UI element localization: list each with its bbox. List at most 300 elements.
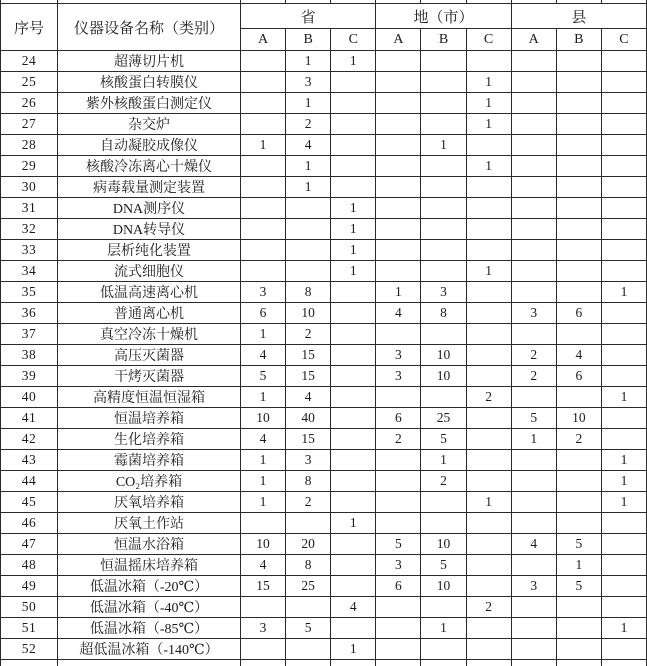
row-number-cell: 26: [1, 93, 58, 114]
value-cell: [556, 513, 601, 534]
row-number-cell: 27: [1, 114, 58, 135]
value-cell: [421, 114, 466, 135]
equipment-name-cell: 自动凝胶成像仪: [58, 135, 241, 156]
value-cell: [601, 240, 646, 261]
value-cell: [466, 450, 511, 471]
equipment-name-cell: CO₂培养箱: [58, 471, 241, 492]
value-cell: [241, 72, 286, 93]
value-cell: [556, 240, 601, 261]
value-cell: [466, 366, 511, 387]
row-number-cell: 40: [1, 387, 58, 408]
value-cell: [286, 261, 331, 282]
value-cell: 10: [421, 366, 466, 387]
value-cell: 6: [241, 303, 286, 324]
row-number-cell: 46: [1, 513, 58, 534]
value-cell: [601, 555, 646, 576]
value-cell: [421, 198, 466, 219]
header-province-c: C: [331, 29, 376, 51]
row-number-cell: 33: [1, 240, 58, 261]
row-number-cell: 47: [1, 534, 58, 555]
value-cell: 10: [421, 576, 466, 597]
value-cell: 40: [286, 408, 331, 429]
value-cell: 15: [286, 429, 331, 450]
value-cell: 4: [241, 555, 286, 576]
header-group-city: 地（市）: [376, 4, 511, 29]
value-cell: [511, 177, 556, 198]
value-cell: [601, 198, 646, 219]
value-cell: 25: [286, 576, 331, 597]
row-number-cell: 43: [1, 450, 58, 471]
value-cell: 1: [286, 177, 331, 198]
value-cell: 8: [286, 282, 331, 303]
value-cell: 4: [286, 387, 331, 408]
value-cell: 1: [511, 429, 556, 450]
value-cell: [376, 324, 421, 345]
value-cell: [601, 597, 646, 618]
cropped-cell: [421, 660, 466, 666]
value-cell: [376, 219, 421, 240]
value-cell: 2: [286, 324, 331, 345]
value-cell: 3: [511, 576, 556, 597]
equipment-name-cell: 普通离心机: [58, 303, 241, 324]
value-cell: [601, 345, 646, 366]
equipment-name-cell: 病毒载量测定装置: [58, 177, 241, 198]
row-number-cell: 34: [1, 261, 58, 282]
value-cell: [601, 576, 646, 597]
value-cell: 10: [421, 534, 466, 555]
value-cell: 15: [286, 366, 331, 387]
value-cell: [556, 387, 601, 408]
value-cell: [286, 240, 331, 261]
row-number-cell: 36: [1, 303, 58, 324]
equipment-name-cell: 生化培养箱: [58, 429, 241, 450]
value-cell: [331, 93, 376, 114]
value-cell: [376, 597, 421, 618]
value-cell: 25: [421, 408, 466, 429]
value-cell: 10: [421, 345, 466, 366]
value-cell: 1: [376, 282, 421, 303]
value-cell: [421, 492, 466, 513]
header-county-c: C: [601, 29, 646, 51]
value-cell: 6: [556, 303, 601, 324]
row-number-cell: 48: [1, 555, 58, 576]
equipment-name-cell: 低温高速离心机: [58, 282, 241, 303]
header-city-a: A: [376, 29, 421, 51]
value-cell: [556, 324, 601, 345]
value-cell: [376, 618, 421, 639]
value-cell: 5: [241, 366, 286, 387]
value-cell: [601, 261, 646, 282]
value-cell: 1: [601, 492, 646, 513]
table-row: [1, 156, 647, 177]
row-number-cell: 30: [1, 177, 58, 198]
table-row: [1, 198, 647, 219]
value-cell: [556, 639, 601, 660]
equipment-name-cell: 高精度恒温恒湿箱: [58, 387, 241, 408]
value-cell: [421, 597, 466, 618]
cropped-cell: [1, 660, 58, 666]
value-cell: [421, 639, 466, 660]
equipment-name-cell: 层析纯化装置: [58, 240, 241, 261]
value-cell: [601, 534, 646, 555]
value-cell: 3: [376, 366, 421, 387]
value-cell: 1: [601, 282, 646, 303]
equipment-name-cell: 霉菌培养箱: [58, 450, 241, 471]
value-cell: [421, 93, 466, 114]
equipment-name-cell: 低温冰箱（-40℃）: [58, 597, 241, 618]
value-cell: 8: [286, 555, 331, 576]
value-cell: 2: [376, 429, 421, 450]
value-cell: 1: [331, 261, 376, 282]
value-cell: [376, 639, 421, 660]
value-cell: 4: [241, 429, 286, 450]
cropped-cell: [601, 660, 646, 666]
value-cell: 8: [286, 471, 331, 492]
value-cell: [331, 534, 376, 555]
value-cell: 5: [511, 408, 556, 429]
value-cell: [601, 156, 646, 177]
value-cell: [511, 324, 556, 345]
value-cell: 3: [376, 555, 421, 576]
value-cell: 1: [556, 555, 601, 576]
value-cell: 1: [241, 135, 286, 156]
row-number-cell: 28: [1, 135, 58, 156]
value-cell: [421, 324, 466, 345]
value-cell: [466, 639, 511, 660]
value-cell: [556, 177, 601, 198]
value-cell: [331, 72, 376, 93]
value-cell: [466, 240, 511, 261]
value-cell: 1: [601, 471, 646, 492]
table-row: [1, 387, 647, 408]
equipment-name-cell: 超低温冰箱（-140℃）: [58, 639, 241, 660]
value-cell: [376, 135, 421, 156]
value-cell: [241, 114, 286, 135]
header-province-b: B: [286, 29, 331, 51]
value-cell: 1: [241, 492, 286, 513]
header-province-a: A: [241, 29, 286, 51]
table-row: [1, 597, 647, 618]
value-cell: [466, 513, 511, 534]
value-cell: [331, 303, 376, 324]
table-row: [1, 261, 647, 282]
equipment-name-cell: 厌氧培养箱: [58, 492, 241, 513]
table-row: [1, 513, 647, 534]
value-cell: 5: [421, 555, 466, 576]
value-cell: 3: [241, 618, 286, 639]
value-cell: 2: [511, 345, 556, 366]
value-cell: [331, 408, 376, 429]
value-cell: [331, 471, 376, 492]
value-cell: 1: [241, 471, 286, 492]
value-cell: [601, 51, 646, 72]
value-cell: [601, 303, 646, 324]
value-cell: [376, 450, 421, 471]
value-cell: [556, 492, 601, 513]
equipment-name-cell: 干烤灭菌器: [58, 366, 241, 387]
table-row: [1, 240, 647, 261]
value-cell: [511, 471, 556, 492]
value-cell: [466, 555, 511, 576]
value-cell: [331, 450, 376, 471]
value-cell: 1: [331, 198, 376, 219]
table-row: [1, 51, 647, 72]
value-cell: 3: [511, 303, 556, 324]
table-row: [1, 282, 647, 303]
value-cell: [466, 429, 511, 450]
value-cell: [511, 555, 556, 576]
equipment-name-cell: 真空冷冻十燥机: [58, 324, 241, 345]
value-cell: [241, 219, 286, 240]
value-cell: [601, 639, 646, 660]
value-cell: [286, 513, 331, 534]
value-cell: 1: [466, 72, 511, 93]
value-cell: [556, 618, 601, 639]
cropped-cell: [286, 660, 331, 666]
value-cell: [466, 135, 511, 156]
value-cell: 1: [601, 450, 646, 471]
cropped-cell: [466, 660, 511, 666]
row-number-cell: 41: [1, 408, 58, 429]
value-cell: 1: [241, 450, 286, 471]
value-cell: [466, 471, 511, 492]
value-cell: [511, 198, 556, 219]
value-cell: 1: [466, 114, 511, 135]
value-cell: [601, 513, 646, 534]
value-cell: [331, 366, 376, 387]
row-number-cell: 37: [1, 324, 58, 345]
value-cell: 2: [286, 492, 331, 513]
cropped-cell: [376, 660, 421, 666]
table-row: [1, 534, 647, 555]
value-cell: [601, 93, 646, 114]
row-number-cell: 50: [1, 597, 58, 618]
value-cell: [556, 156, 601, 177]
table-row: [1, 639, 647, 660]
value-cell: 4: [286, 135, 331, 156]
equipment-name-cell: 核酸蛋白转膜仪: [58, 72, 241, 93]
value-cell: [286, 597, 331, 618]
value-cell: [556, 471, 601, 492]
value-cell: 3: [286, 450, 331, 471]
value-cell: 1: [331, 639, 376, 660]
value-cell: 6: [376, 576, 421, 597]
value-cell: [421, 387, 466, 408]
table-header: [1, 0, 647, 51]
value-cell: 5: [556, 534, 601, 555]
row-number-cell: 39: [1, 366, 58, 387]
value-cell: [466, 324, 511, 345]
equipment-name-cell: 超薄切片机: [58, 51, 241, 72]
value-cell: 2: [286, 114, 331, 135]
equipment-name-cell: 杂交炉: [58, 114, 241, 135]
value-cell: [511, 492, 556, 513]
value-cell: [421, 177, 466, 198]
value-cell: 2: [511, 366, 556, 387]
value-cell: 4: [241, 345, 286, 366]
value-cell: 1: [331, 219, 376, 240]
value-cell: [241, 93, 286, 114]
value-cell: [511, 597, 556, 618]
row-number-cell: 49: [1, 576, 58, 597]
value-cell: 2: [421, 471, 466, 492]
value-cell: [601, 135, 646, 156]
value-cell: 2: [466, 597, 511, 618]
value-cell: [466, 219, 511, 240]
value-cell: 5: [376, 534, 421, 555]
value-cell: [331, 177, 376, 198]
value-cell: [421, 219, 466, 240]
value-cell: 4: [511, 534, 556, 555]
value-cell: [331, 576, 376, 597]
value-cell: [241, 198, 286, 219]
value-cell: 1: [286, 51, 331, 72]
table-row: [1, 618, 647, 639]
value-cell: 5: [286, 618, 331, 639]
value-cell: [421, 72, 466, 93]
value-cell: 1: [331, 513, 376, 534]
value-cell: [466, 303, 511, 324]
equipment-name-cell: 恒温水浴箱: [58, 534, 241, 555]
value-cell: [466, 198, 511, 219]
header-group-row: [1, 4, 647, 29]
value-cell: [241, 240, 286, 261]
value-cell: [601, 114, 646, 135]
table-row: [1, 93, 647, 114]
header-county-b: B: [556, 29, 601, 51]
value-cell: [511, 219, 556, 240]
equipment-name-cell: 低温冰箱（-20℃）: [58, 576, 241, 597]
value-cell: [556, 198, 601, 219]
value-cell: [376, 387, 421, 408]
value-cell: [601, 177, 646, 198]
value-cell: [466, 282, 511, 303]
row-number-cell: 52: [1, 639, 58, 660]
value-cell: [511, 387, 556, 408]
equipment-name-cell: 流式细胞仪: [58, 261, 241, 282]
table-row: [1, 303, 647, 324]
value-cell: [511, 261, 556, 282]
value-cell: [331, 114, 376, 135]
value-cell: [331, 156, 376, 177]
header-equipment-name: 仪器设备名称（类别）: [58, 4, 241, 51]
value-cell: [556, 261, 601, 282]
value-cell: [466, 618, 511, 639]
cropped-cell: [331, 660, 376, 666]
row-number-cell: 38: [1, 345, 58, 366]
value-cell: [511, 135, 556, 156]
equipment-name-cell: 核酸冷冻离心十燥仪: [58, 156, 241, 177]
value-cell: [421, 240, 466, 261]
value-cell: [511, 114, 556, 135]
value-cell: 4: [331, 597, 376, 618]
row-number-cell: 45: [1, 492, 58, 513]
value-cell: [376, 51, 421, 72]
equipment-name-cell: DNA转导仪: [58, 219, 241, 240]
table-row: [1, 492, 647, 513]
value-cell: [331, 555, 376, 576]
value-cell: [376, 240, 421, 261]
header-city-c: C: [466, 29, 511, 51]
value-cell: 1: [241, 387, 286, 408]
value-cell: [466, 576, 511, 597]
cropped-row-bottom: [1, 660, 647, 666]
row-number-cell: 42: [1, 429, 58, 450]
value-cell: 3: [376, 345, 421, 366]
value-cell: 15: [286, 345, 331, 366]
value-cell: [556, 72, 601, 93]
value-cell: [376, 72, 421, 93]
value-cell: [466, 408, 511, 429]
value-cell: 1: [466, 261, 511, 282]
table-row: [1, 324, 647, 345]
value-cell: 20: [286, 534, 331, 555]
value-cell: [601, 408, 646, 429]
value-cell: [601, 324, 646, 345]
value-cell: [376, 513, 421, 534]
value-cell: [376, 156, 421, 177]
value-cell: [241, 639, 286, 660]
value-cell: [241, 177, 286, 198]
header-city-b: B: [421, 29, 466, 51]
header-serial-number: 序号: [1, 4, 58, 51]
value-cell: [511, 618, 556, 639]
value-cell: [376, 492, 421, 513]
value-cell: [466, 177, 511, 198]
value-cell: 4: [556, 345, 601, 366]
value-cell: 15: [241, 576, 286, 597]
row-number-cell: 31: [1, 198, 58, 219]
cropped-cell: [556, 660, 601, 666]
value-cell: [241, 513, 286, 534]
value-cell: [511, 282, 556, 303]
value-cell: [241, 156, 286, 177]
value-cell: [331, 492, 376, 513]
value-cell: 3: [286, 72, 331, 93]
value-cell: [241, 51, 286, 72]
row-number-cell: 51: [1, 618, 58, 639]
value-cell: [421, 51, 466, 72]
value-cell: [376, 177, 421, 198]
value-cell: [376, 261, 421, 282]
value-cell: 3: [241, 282, 286, 303]
value-cell: 6: [376, 408, 421, 429]
table-body: [1, 51, 647, 660]
value-cell: [286, 639, 331, 660]
value-cell: [511, 513, 556, 534]
value-cell: [421, 156, 466, 177]
value-cell: [556, 135, 601, 156]
equipment-name-cell: 高压灭菌器: [58, 345, 241, 366]
value-cell: 6: [556, 366, 601, 387]
row-number-cell: 44: [1, 471, 58, 492]
value-cell: 1: [421, 618, 466, 639]
table-row: [1, 471, 647, 492]
equipment-name-cell: 恒温培养箱: [58, 408, 241, 429]
value-cell: [556, 597, 601, 618]
value-cell: [556, 450, 601, 471]
value-cell: [511, 93, 556, 114]
cropped-cell: [241, 660, 286, 666]
table-row: [1, 72, 647, 93]
value-cell: 1: [601, 618, 646, 639]
value-cell: 4: [376, 303, 421, 324]
header-county-a: A: [511, 29, 556, 51]
value-cell: 1: [241, 324, 286, 345]
value-cell: 10: [556, 408, 601, 429]
value-cell: [376, 471, 421, 492]
table-row: [1, 219, 647, 240]
